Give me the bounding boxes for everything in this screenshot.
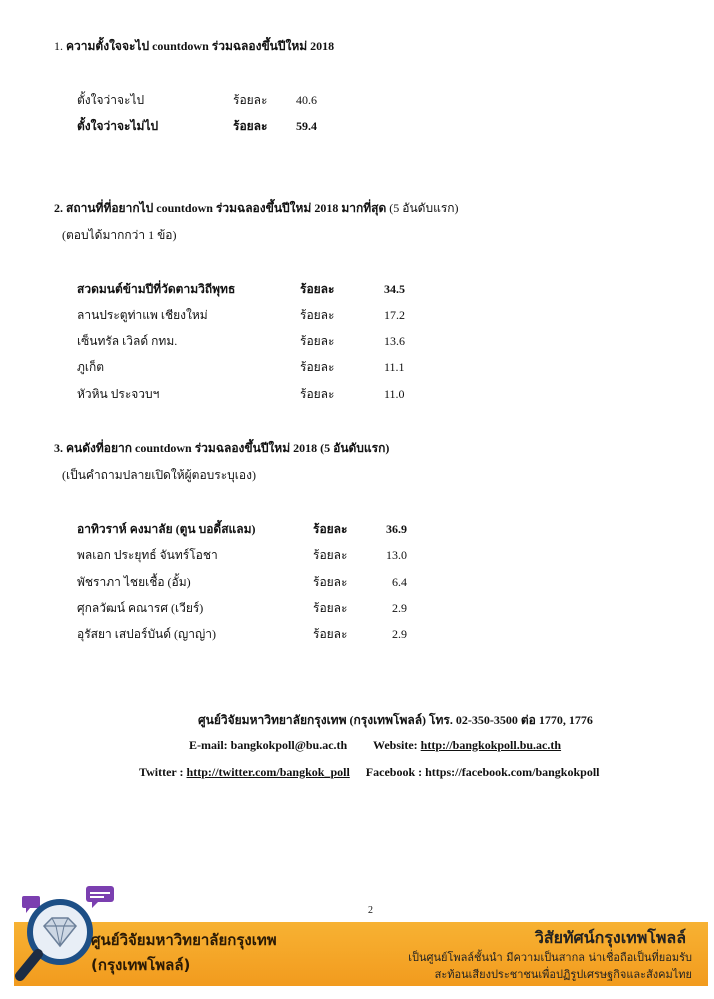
row-unit: ร้อยละ	[300, 308, 335, 322]
row-label: ตั้งใจว่าจะไป	[77, 93, 145, 107]
row-unit: ร้อยละ	[233, 93, 268, 107]
row-value: 11.0	[384, 387, 405, 401]
footer-vision-line2: สะท้อนเสียงประชาชนเพื่อปฏิรูปเศรษฐกิจและสังคมไทย	[434, 968, 692, 981]
row-label: ตั้งใจว่าจะไม่ไป	[77, 119, 159, 133]
row-value: 11.1	[384, 360, 405, 374]
row-unit: ร้อยละ	[313, 601, 348, 615]
row-unit: ร้อยละ	[300, 360, 335, 374]
row-label: สวดมนต์ข้ามปีที่วัดตามวิถีพุทธ	[77, 282, 236, 296]
section2-title-text: 2. สถานที่ที่อยากไป countdown ร่วมฉลองขึ้นปีใหม่ 2018 มากที่สุด	[54, 201, 387, 215]
section2-subtitle: (ตอบได้มากกว่า 1 ข้อ)	[62, 228, 177, 242]
section2-title-suffix: (5 อันดับแรก)	[389, 201, 459, 215]
section3-row-4	[0, 598, 714, 618]
row-unit: ร้อยละ	[300, 387, 335, 401]
row-unit: ร้อยละ	[313, 627, 348, 641]
row-unit: ร้อยละ	[313, 522, 348, 536]
row-label: ภูเก็ต	[77, 360, 105, 374]
row-unit: ร้อยละ	[313, 548, 348, 562]
section2-row-2	[0, 305, 714, 325]
section3-row-3	[0, 572, 714, 592]
footer-vision-title: วิสัยทัศน์กรุงเทพโพลล์	[534, 928, 686, 947]
section3-row-2	[0, 545, 714, 565]
row-label: เซ็นทรัล เวิลด์ กทม.	[77, 334, 178, 348]
row-value: 13.6	[384, 334, 405, 348]
row-label: อาทิวราห์ คงมาลัย (ตูน บอดี้สแลม)	[77, 522, 256, 536]
facebook-text: Facebook : https://facebook.com/bangkokpoll	[365, 765, 600, 779]
row-value: 17.2	[384, 308, 405, 322]
row-value: 40.6	[296, 93, 317, 107]
page-number: 2	[368, 905, 373, 916]
row-label: ศุกลวัฒน์ คณารศ (เวียร์)	[77, 601, 204, 615]
row-unit: ร้อยละ	[313, 575, 348, 589]
row-label: พลเอก ประยุทธ์ จันทร์โอชา	[77, 548, 218, 562]
section1-title-number: 1.	[54, 39, 63, 53]
row-value: 34.5	[384, 282, 405, 296]
section2-title	[54, 199, 459, 218]
section3-subtitle: (เป็นคำถามปลายเปิดให้ผู้ตอบระบุเอง)	[62, 468, 256, 482]
section1-row-2	[0, 116, 714, 136]
section3-row-5	[0, 624, 714, 644]
row-value: 36.9	[386, 522, 407, 536]
row-value: 2.9	[392, 601, 407, 615]
section2-row-3	[0, 331, 714, 351]
section3-title: 3. คนดังที่อยาก countdown ร่วมฉลองขึ้นปีใหม่ 2018 (5 อันดับแรก)	[54, 441, 390, 455]
row-label: หัวหิน ประจวบฯ	[77, 387, 160, 401]
section2-row-1	[0, 279, 714, 299]
email-website-line	[189, 738, 561, 753]
section1-title-text: ความตั้งใจจะไป countdown ร่วมฉลองขึ้นปีใหม่ 2018	[66, 39, 335, 53]
section2-row-4	[0, 357, 714, 377]
footer-vision-line1: เป็นศูนย์โพลล์ชั้นนำ มีความเป็นสากล น่าเชื่อถือเป็นที่ยอมรับ	[408, 951, 692, 964]
section2-row-5	[0, 384, 714, 404]
footer-org-subname: (กรุงเทพโพลล์)	[91, 956, 191, 974]
email-text: E-mail: bangkokpoll@bu.ac.th	[189, 738, 348, 752]
footer-org-name: ศูนย์วิจัยมหาวิทยาลัยกรุงเทพ	[91, 931, 277, 949]
website-link[interactable]: http://bangkokpoll.bu.ac.th	[420, 738, 562, 752]
row-label: อุรัสยา เสปอร์บันด์ (ญาญ่า)	[77, 627, 216, 641]
section3-row-1	[0, 519, 714, 539]
row-label: ลานประตูท่าแพ เชียงใหม่	[77, 308, 208, 322]
website-label: Website:	[373, 738, 418, 752]
row-value: 6.4	[392, 575, 407, 589]
twitter-link[interactable]: http://twitter.com/bangkok_poll	[186, 765, 350, 779]
contact-line: ศูนย์วิจัยมหาวิทยาลัยกรุงเทพ (กรุงเทพโพลล์) โทร. 02-350-3500 ต่อ 1770, 1776	[198, 713, 593, 727]
row-label: พัชราภา ไชยเชื้อ (อั้ม)	[77, 575, 191, 589]
row-value: 59.4	[296, 119, 317, 133]
magnifier-diamond-icon	[14, 896, 100, 986]
row-unit: ร้อยละ	[233, 119, 268, 133]
row-value: 2.9	[392, 627, 407, 641]
row-unit: ร้อยละ	[300, 282, 335, 296]
social-line	[139, 765, 600, 780]
section1-title	[54, 37, 334, 56]
row-value: 13.0	[386, 548, 407, 562]
section1-row-1	[0, 90, 714, 110]
row-unit: ร้อยละ	[300, 334, 335, 348]
twitter-label: Twitter :	[139, 765, 184, 779]
